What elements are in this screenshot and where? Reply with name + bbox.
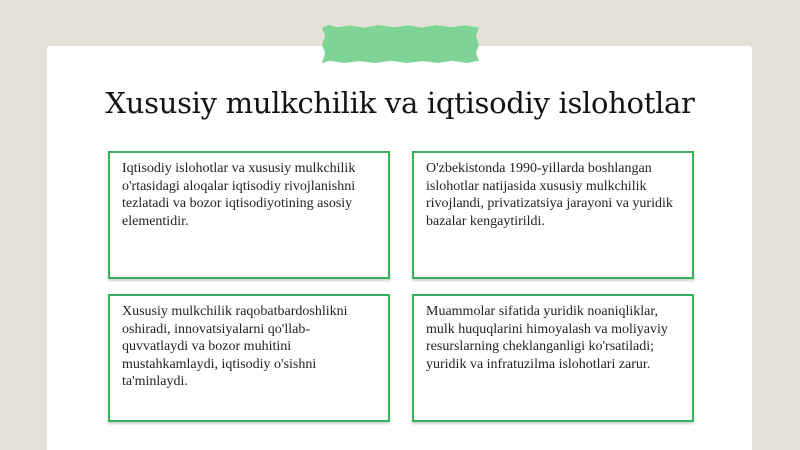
- tape-decoration: [322, 25, 479, 63]
- card-text: Xususiy mulkchilik raqobatbardoshlikni oshiradi, innovatsiyalarni qo'llab-quvvatlaydi va bozor muhitini mustahkamlaydi, iqtisodiy o'sishni ta'minlaydi.: [122, 304, 348, 389]
- slide-title: Xususiy mulkchilik va iqtisodiy islohotlar: [105, 86, 695, 120]
- card-text: Muammolar sifatida yuridik noaniqliklar, mulk huquqlarini himoyalash va moliyaviy resurslarning cheklanganligi ko'rsatiladi; yuridik va infratuzilma islohotlari zarur.: [426, 304, 668, 372]
- text-card-4: [412, 294, 694, 422]
- text-card-1: [108, 151, 390, 279]
- text-card-3: [108, 294, 390, 422]
- card-text: Iqtisodiy islohotlar va xususiy mulkchilik o'rtasidagi aloqalar iqtisodiy rivojlanishni tezlatadi va bozor iqtisodiyotining asosiy elementidir.: [122, 161, 356, 229]
- text-card-2: [412, 151, 694, 279]
- card-text: O'zbekistonda 1990-yillarda boshlangan islohotlar natijasida xususiy mulkchilik rivojlandi, privatizatsiya jarayoni va yuridik bazalar kengaytirildi.: [426, 161, 673, 229]
